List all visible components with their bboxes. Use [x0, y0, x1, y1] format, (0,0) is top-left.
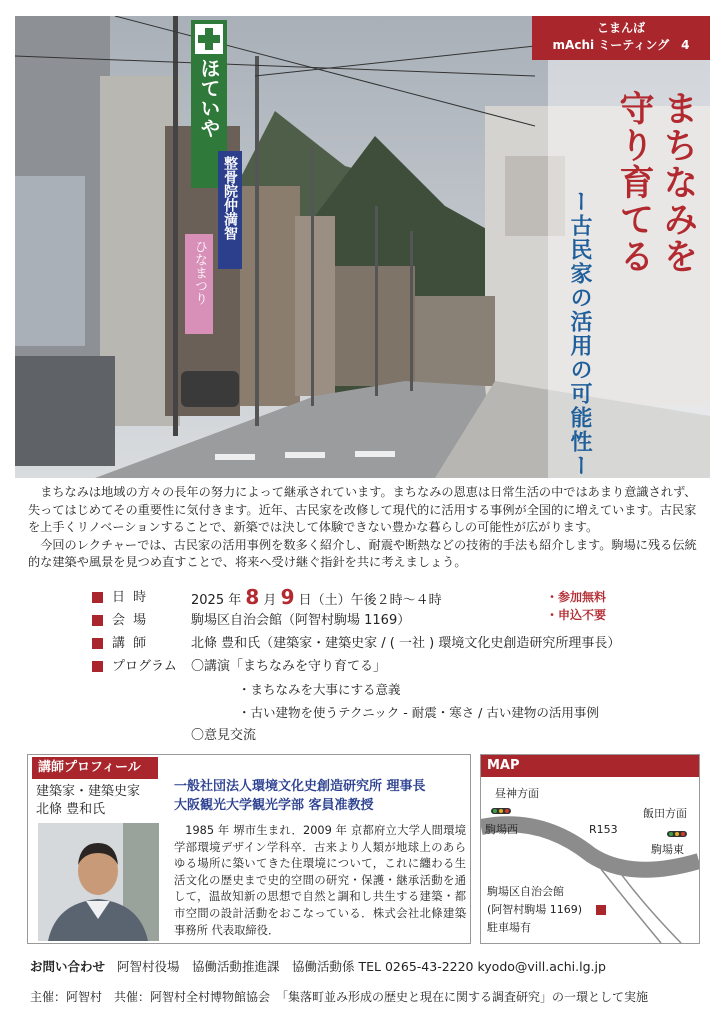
program-item-1: 〇講演「まちなみを守り育てる」 [191, 659, 387, 674]
profile-name: 北條 豊和氏 [36, 802, 106, 817]
program-row-2 [92, 724, 702, 747]
note-no-registration: ・申込不要 [546, 608, 607, 622]
profile-role: 建築家・建築史家 [36, 784, 141, 799]
map-label-hirugami: 昼神方面 [495, 787, 539, 800]
date-year: 2025 年 [191, 593, 242, 608]
series-badge [532, 16, 710, 60]
program-sub-1: ・まちなみを大事にする意義 [238, 682, 401, 697]
date-row [92, 586, 702, 609]
bullet-square-icon [92, 661, 103, 672]
event-details [92, 586, 702, 747]
program-sub-2: ・古い建物を使うテクニック - 耐震・寒さ / 古い建物の活用事例 [238, 705, 599, 720]
contact-value: 阿智村役場 協働活動推進課 協働活動係 TEL 0265-43-2220 kyodo@vill.achi.lg.jp [117, 959, 606, 974]
lecturer-label: 講 師 [112, 636, 149, 651]
profile-organizations [174, 777, 426, 815]
access-map [480, 754, 700, 944]
pharmacy-sign-text: ほていや [197, 58, 221, 138]
bullet-square-icon [92, 638, 103, 649]
date-day: 9 [280, 585, 295, 609]
map-label-parking: 駐車場有 [487, 921, 531, 934]
traffic-light-icon [667, 831, 687, 837]
subtitle: ー古民家の活用の可能性ー [567, 190, 592, 478]
date-day-unit: 日 [298, 593, 312, 608]
host-info: 主催：阿智村 共催：阿智村全村博物館協会 「集落町並み形成の歴史と現在に関する調査研究」の一環として実施 [30, 990, 649, 1004]
venue-row [92, 609, 702, 632]
main-title [612, 90, 700, 275]
map-label-route: R153 [589, 823, 618, 836]
profile-org-1: 一般社団法人環境文化史創造研究所 理事長 [174, 779, 426, 794]
program-item-2: 〇意見交流 [191, 728, 257, 743]
intro-paragraph-2: 今回のレクチャーでは、古民家の活用事例を数多く紹介し、耐震や断熱などの技術的手法も紹介します。駒場に残る伝統的な建築や風景を見つめ直すことで、将来へ受け継ぐ指針を共に考えましょう。 [28, 537, 697, 569]
intro-text [28, 484, 704, 572]
title-line-2: 守り育てる [614, 90, 655, 275]
date-label: 日 時 [112, 590, 149, 605]
clinic-sign-text: 整骨院仲満智 [222, 156, 238, 240]
person-portrait-icon [38, 823, 159, 941]
program-row [92, 655, 702, 678]
traffic-light-icon [491, 808, 511, 814]
note-free: ・参加無料 [546, 590, 607, 604]
contact-label: お問い合わせ [30, 959, 106, 974]
date-month-unit: 月 [263, 593, 277, 608]
date-time: （土）午後２時～４時 [311, 593, 442, 608]
profile-heading: 講師プロフィール [32, 757, 158, 779]
instructor-profile [27, 754, 471, 944]
date-month: 8 [245, 585, 260, 609]
profile-org-2: 大阪観光大学観光学部 客員准教授 [174, 798, 374, 813]
lecturer-value: 北條 豊和氏（建築家・建築史家 / ( 一社 ) 環境文化史創造研究所理事長） [191, 636, 621, 651]
map-label-iida: 飯田方面 [643, 807, 687, 820]
series-line-2: mAchi ミーティング 4 [552, 38, 690, 52]
series-line-1: こまんば [596, 21, 645, 35]
program-sub-row-2 [92, 701, 702, 724]
title-overlay [548, 60, 710, 478]
bullet-square-icon [92, 615, 103, 626]
program-sub-row-1 [92, 678, 702, 701]
intro-paragraph-1: まちなみは地域の方々の長年の努力によって継承されています。まちなみの恩恵は日常生活の中ではあまり意識されず、失ってはじめてその重要性に気付きます。近年、古民家を改修して現代的に活用する事例が全国的に増えています。古民家を上手くリノベーションすることで、新築では決して体験できない豊かな暮らしの可能性が広がります。 [28, 485, 697, 534]
contact-info [30, 957, 606, 975]
profile-name-block [36, 783, 140, 819]
map-heading: MAP [481, 755, 699, 777]
map-label-venue: 駒場区自治会館 [487, 885, 564, 898]
profile-biography: 1985 年 堺市生まれ．2009 年 京都府立大学人間環境学部環境デザイン学科卒．古来より人類が地球上のあらゆる場所に築いてきた住環境について，これに纏わる生活文化の歴史まで史的空間の研究・保護・継承活動を通して，温故知新の思想で自然と調和し共生する建築・都市空間の設計活動をおこなっている．株式会社北條建築事務所 代表取締役． [174, 824, 466, 937]
program-label: プログラム [112, 659, 177, 674]
festival-banner-text: ひなまつり [192, 240, 207, 305]
map-label-venue-address: (阿智村駒場 1169) [487, 903, 583, 916]
hero-photo [15, 16, 710, 478]
participation-notes [546, 588, 606, 624]
lecturer-row [92, 632, 702, 655]
instructor-photo [38, 823, 159, 941]
venue-value: 駒場区自治会館（阿智村駒場 1169） [191, 613, 411, 628]
map-label-komaba-nishi: 駒場西 [485, 823, 518, 836]
venue-label: 会 場 [112, 613, 149, 628]
title-line-1: まちなみを [658, 90, 699, 275]
map-label-komaba-higashi: 駒場東 [651, 843, 684, 856]
bullet-square-icon [92, 592, 103, 603]
